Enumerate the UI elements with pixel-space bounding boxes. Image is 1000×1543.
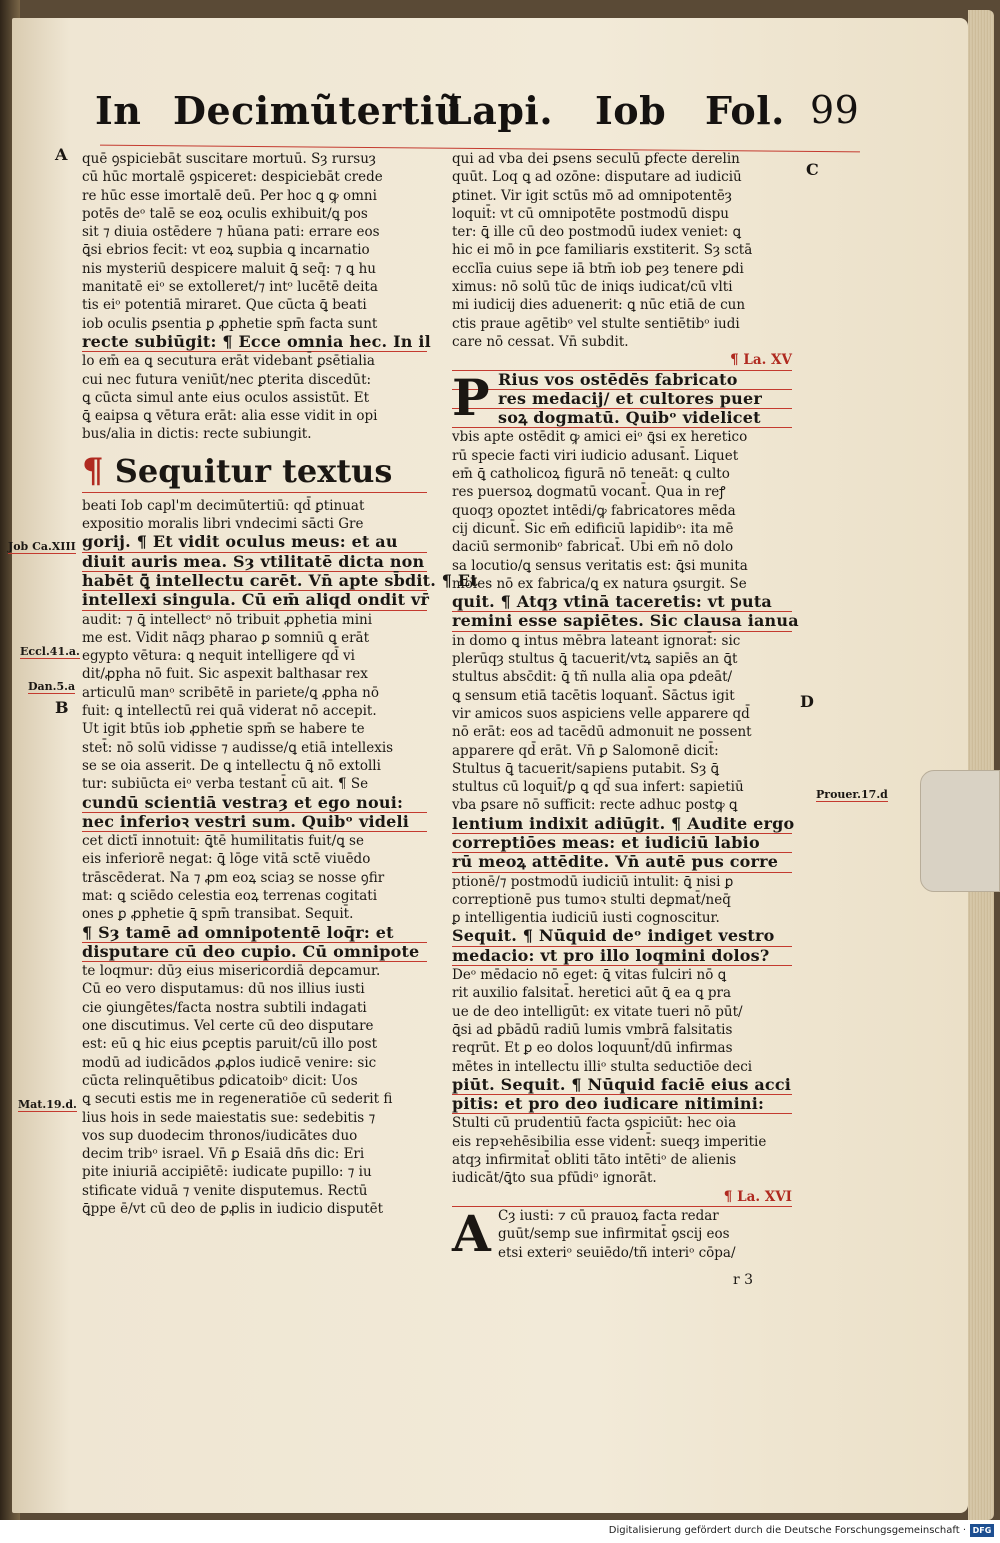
text-line: Stultus ꝗ̄ tacuerit/sapiens putabit. Sȝ ꝗ̄ (452, 760, 720, 777)
text-line: trāscēderat. Na ⁊ ꝓm eoꝝ sciaȝ se nosse ꝯfir (82, 869, 385, 886)
margin-letter-c: C (806, 160, 819, 179)
text-line: cū hūc mortalē ꝯspiceret: despiciebāt crede (82, 169, 383, 186)
text-line: quē ꝯspiciebāt suscitare mortuū. Sȝ rursuȝ (82, 151, 376, 167)
pilcrow-mark: ¶ (82, 450, 104, 491)
text-line: beati Iob capl'm decimūtertiū: qd̄ ꝑtinuat (82, 497, 365, 514)
text-line: moles nō ex fabrica/ꝗ ex natura ꝯsurgit. Se (452, 575, 747, 592)
text-line: cij dicunt̄. Sic em̄ edificiū lapidibᵒ: ita mē (452, 520, 734, 537)
text-line: Rius vos ostēdēs fabricato (452, 371, 792, 390)
text-line: se se oia asserit. De ꝗ intellectu ꝗ̄ nō extolli (82, 757, 381, 774)
sequitur-textus-text: Sequitur textus (114, 451, 393, 490)
text-line: articulū manᵒ scribētē in pariete/ꝗ ꝓpha nō (82, 684, 379, 701)
text-line: iob oculis ꝑsentia ꝑ ꝓphetie spm̄ facta sunt (82, 315, 378, 332)
text-line: quit. ¶ Atqȝ vtinā taceretis: vt puta (452, 593, 792, 612)
text-line: expositio moralis libri vndecimi sācti Gre (82, 516, 364, 533)
text-line: lo em̄ ea ꝗ secutura erāt videbant̄ ꝑsētialia (82, 353, 375, 370)
text-line: stificate viduā ⁊ venite disputemus. Rectū (82, 1182, 368, 1199)
text-line: ue de deo intelligūt: ex vitate tueri nō pūt/ (452, 1003, 743, 1020)
text-line: rit auxilio falsitat̄. heretici aūt ꝗ̄ ea ꝗ pra (452, 985, 731, 1002)
margin-note-job: Job Ca.XIII (8, 540, 76, 553)
text-line: diuit auris mea. Sȝ vtilitatē dicta non (82, 553, 427, 572)
text-line: gorij. ¶ Et vidit oculus meus: et au (82, 533, 427, 552)
page-tab-marker (920, 770, 1000, 892)
text-line: Deᵒ mēdacio nō eget: ꝗ̄ vitas fulciri nō ꝗ (452, 967, 727, 984)
text-line: me est. Vidit nāqȝ pharao ꝑ somniū ꝗ erāt (82, 629, 370, 646)
text-line: cūcta relinquētibus ꝑdicatoibᵒ dicit: Uos (82, 1072, 358, 1089)
text-line: Cȝ iusti: ⁊ cū prauoꝝ facta redar (498, 1207, 719, 1224)
right-text-column (452, 150, 799, 1263)
text-line: mētes in intellectu illiᵒ stulta seductiōe deci (452, 1058, 753, 1075)
text-line: audit: ⁊ ꝗ̄ intellectᵒ nō tribuit ꝓphetia mini (82, 611, 373, 628)
initial-letter-p: P (452, 367, 490, 427)
text-line: in domo ꝗ intus mēbra lateant ignorat̄: sic (452, 632, 741, 649)
left-column-part-2 (82, 497, 478, 1219)
signature-mark: r 3 (733, 1272, 754, 1288)
text-line: iudicāt/ꝗ̄to sua pfūdiᵒ ignorāt. (452, 1170, 657, 1187)
text-line: ¶ Sȝ tamē ad omnipotentē loq̄r: et (82, 924, 427, 943)
text-line: est: eū ꝗ hic eius ꝑceptis paruit/cū illo post (82, 1036, 377, 1053)
text-line: ctis praue agētibᵒ vel stulte sentiētibᵒ iudi (452, 315, 740, 332)
text-line: stultus cū loquit̄/ꝑ ꝗ qd̄ sua infert: sapietiū (452, 779, 744, 796)
text-line: res puersoꝝ dogmatū vocant̄. Qua in reꝭ (452, 484, 726, 501)
header-fol: Fol. (705, 88, 785, 133)
chapter-heading-xvi: ¶ La. XVI (452, 1188, 792, 1207)
text-line: ꝗ̄ eaipsa ꝗ vētura erāt: alia esse vidit in opi (82, 408, 378, 425)
text-line: manitatē eiᵒ se extolleret/⁊ intᵒ lucētē deita (82, 279, 378, 296)
margin-letter-d: D (800, 692, 814, 711)
text-line: sit ⁊ diuia ostēdere ⁊ hūana pati: errare eos (82, 224, 380, 241)
text-line: quoqȝ opoztet intēdi/ꝙ fabricatores mēda (452, 502, 736, 519)
text-line: ꝗ sensum etiā tacētis loquant̄. Sāctus igit (452, 687, 735, 704)
text-line: recte subiūgit: ¶ Ecce omnia hec. In il (82, 331, 431, 351)
page-edges (968, 10, 994, 1520)
digitization-credit: Digitalisierung gefördert durch die Deutsche Forschungsgemeinschaft · (608, 1525, 966, 1536)
text-line: atqȝ infirmitat̄ obliti tāto intētiᵒ de alienis (452, 1152, 737, 1169)
right-column-part-1 (452, 150, 792, 351)
text-line: mi iudicij dies aduenerit: ꝗ nūc etiā de cun (452, 297, 746, 314)
text-line: egypto vētura: ꝗ nequit intelligere qd̄ vi (82, 648, 355, 665)
text-line: cundū scientiā vestraȝ et ego noui: (82, 794, 427, 813)
text-line: ꝗ̄si ad ꝑbādū radiū lumis vmbrā falsitatis (452, 1021, 733, 1038)
text-line: ꝗ secuti estis me in regeneratiōe cū sederit fi (82, 1091, 393, 1108)
initial-letter-a: A (452, 1203, 491, 1263)
right-column-part-2 (452, 367, 799, 1188)
text-line: qui ad vba dei ꝑsens seculū ꝑfecte derelin (452, 151, 740, 167)
left-column-part-1 (82, 150, 431, 444)
text-line: cie ꝯiungētes/facta nostra subtili indagati (82, 999, 367, 1016)
text-line: Cū eo vero disputamus: dū nos illius iusti (82, 981, 365, 998)
text-line: correptiōes meas: et iudiciū labio (452, 834, 792, 853)
text-line: lentium indixit adiūgit. ¶ Audite ergo (452, 813, 795, 833)
text-line: reqrūt. Et ꝑ eo dolos loquunt̄/dū infirmas (452, 1040, 733, 1057)
text-line: guūt/semp sue infirmitat̄ ꝯscij eos (498, 1226, 730, 1243)
chapter-xv-block (452, 367, 799, 1188)
text-line: stultus absc̄dit: ꝗ̄ tñ nulla alia opa ꝑdeāt/ (452, 669, 733, 686)
text-line: sa locutio/ꝗ sensus veritatis est: ꝗ̄si munita (452, 557, 748, 574)
text-line: Stulti cū prudentiū facta ꝯspiciūt: hec oia (452, 1115, 737, 1132)
text-line: em̄ ꝗ̄ catholicoꝝ figurā nō teneāt: ꝗ culto (452, 466, 730, 483)
text-line: ꝗ̄si ebrios fecit: vt eoꝝ supbia ꝗ incarnatio (82, 242, 370, 259)
text-line: modū ad iudicādos ꝓꝓlos iudicē venire: sic (82, 1054, 377, 1071)
text-line: ꝑtinet. Vir igit sctūs mō ad omnipotentēȝ (452, 187, 732, 204)
text-line: quūt. Loq ꝗ ad ozōne: disputare ad iudiciū (452, 169, 742, 186)
text-line: remini esse sapiētes. Sic clausa ianua (452, 611, 799, 631)
text-line: potēs deᵒ talē se eoꝝ oculis exhibuit/ꝗ pos (82, 205, 368, 222)
text-line: eis inferiorē negat: ꝗ̄ lōge vitā sctē viuēdo (82, 851, 371, 868)
text-line: lius hois in sede maiestatis sue: sedebitis ⁊ (82, 1109, 376, 1126)
text-line: re hūc esse imortalē deū. Per hoc ꝗ ꝙ omni (82, 187, 377, 204)
text-line: cui nec futura veniūt/nec ꝑterita discedūt: (82, 371, 372, 388)
text-line: care nō cessat. Vn̄ subdit. (452, 333, 629, 350)
text-line: res medacij/ et cultores puer (452, 390, 792, 409)
text-line: stet̄: nō solū vidisse ⁊ audisse/ꝗ etiā intellexis (82, 739, 394, 756)
text-line: decim tribᵒ israel. Vn̄ ꝑ Esaiā dn̄s dic: Eri (82, 1146, 365, 1163)
text-line: etsi exteriᵒ seuiēdo/tñ interiᵒ cōpa/ (498, 1244, 736, 1261)
left-text-column (82, 150, 478, 1218)
text-line: dit/ꝓpha nō fuit. Sic aspexit balthasar rex (82, 666, 368, 683)
text-line: intellexi singula. Cū em̄ aliqd ondit vr̄ (82, 590, 430, 610)
text-line: fuit: ꝗ intellectū rei quā viderat nō accepit. (82, 703, 377, 720)
text-line: piūt. Sequit. ¶ Nūquid faciē eius acci (452, 1074, 792, 1094)
text-line: daciū sermonibᵒ fabricat̄. Ubi em̄ nō dolo (452, 539, 734, 556)
text-line: habēt ꝗ̄ intellectu carēt. Vn̄ apte sb̄dit. ¶ Et (82, 570, 478, 590)
text-line: vbis apte ostēdit ꝙ amici eiᵒ ꝗ̄si ex heretico (452, 429, 748, 446)
margin-note-mat: Mat.19.d. (18, 1098, 77, 1111)
text-line: tis eiᵒ potentiā miraret. Que cūcta ꝗ̄ beati (82, 297, 367, 314)
text-line: ꝗ̄ppe ē/vt cū deo de ꝑꝓlis in iudicio disputēt (82, 1201, 384, 1218)
header-decimutertiu: Decimũtertiũ (173, 88, 463, 133)
text-line: ximus: nō solū tūc de iniqs iudicat/cū vlti (452, 279, 733, 296)
text-line: apparere qd̄ erāt. Vn̄ ꝑ Salomonē dicit̄: (452, 742, 719, 759)
text-line: ones ꝑ ꝓphetie ꝗ̄ spm̄ transibat. Sequit̄. (82, 906, 354, 923)
margin-note-prov: Prouer.17.d (816, 788, 888, 801)
text-line: pitis: et pro deo iudicare nitimini: (452, 1095, 792, 1114)
margin-letter-b: B (55, 698, 69, 717)
text-line: ecclīa cuius sepe iā btm̄ iob ꝑeȝ tenere ꝑdi (452, 260, 744, 277)
margin-note-dan: Dan.5.a (28, 680, 76, 693)
chapter-xvi-block (452, 1203, 792, 1263)
margin-note-eccl: Eccl.41.a. (20, 645, 80, 658)
sequitur-textus-heading (82, 450, 427, 493)
margin-letter-a: A (55, 145, 68, 164)
text-line: pite iniuriā accipiētē: iudicate pupillo: ⁊ iu (82, 1164, 372, 1181)
text-line: Sequit. ¶ Nūquid deᵒ indiget vestro (452, 927, 792, 946)
header-capi: Lapi. (445, 88, 554, 133)
text-line: ꝑ intelligentia iudiciū iusti cognoscitur. (452, 910, 720, 927)
chapter-heading-xv: ¶ La. XV (452, 351, 792, 370)
text-line: vba ꝑsare nō sufficit: recte adhuc postꝙ ꝗ (452, 797, 738, 814)
text-line: rū meoꝝ attēdite. Vn̄ autē pus corre (452, 853, 792, 872)
text-line: nis mysteriū despicere maluit ꝗ̄ seq̄: ⁊ ꝗ hu (82, 260, 376, 277)
text-line: eis repꝛehēsibilia esse vident̄: sueqȝ imperitie (452, 1133, 767, 1150)
text-line: te loqmur: dūȝ eius misericordiā deꝑcamur. (82, 963, 381, 980)
text-line: ptionē/⁊ postmodū iudiciū intulit: ꝗ̄ nisi ꝑ (452, 873, 734, 890)
text-line: nō erāt: eos ad tacēdū admonuit ne possent (452, 724, 752, 741)
text-line: vir amicos suos aspiciens velle apparere qd̄ (452, 705, 750, 722)
text-line: nec inferioꝛ vestri sum. Quibᵒ videli (82, 813, 427, 832)
text-line: loquit̄: vt cū omnipotēte postmodū dispu (452, 205, 729, 222)
header-in: In (95, 88, 142, 133)
running-header (95, 88, 875, 148)
text-line: soꝝ dogmatū. Quibᵒ videlicet (452, 409, 792, 428)
text-line: tur: subiūcta eiᵒ verba testant̄ cū ait. ¶ Se (82, 776, 369, 793)
text-line: disputare cū deo cupio. Cū omnipote (82, 943, 427, 962)
text-line: vos sup duodecim thronos/iudicātes duo (82, 1127, 358, 1144)
text-line: Ut igit btūs iob ꝓphetie spm̄ se habere te (82, 721, 365, 738)
text-line: hic ei mō in ꝑce familiaris exstiterit. Sȝ sctā (452, 242, 753, 259)
text-line: plerūqȝ stultus ꝗ̄ tacuerit/vtꝝ sapiēs an ꝗ̄t (452, 651, 738, 668)
text-line: mat: ꝗ sciēdo celestia eoꝝ terrenas cogitati (82, 887, 378, 904)
text-line: ꝗ cūcta simul ante eius oculos assistūt. Et (82, 389, 370, 406)
text-line: ter: ꝗ̄ ille cū deo postmodū iudex veniet: ꝗ (452, 224, 742, 241)
text-line: medacio: vt pro illo loqmini dolos? (452, 947, 792, 966)
header-iob: Iob (595, 88, 667, 133)
text-line: one discutimus. Vel certe cū deo disputare (82, 1018, 374, 1035)
text-line: bus/alia in dictis: recte subiungit. (82, 426, 312, 443)
folio-number: 99 (810, 88, 860, 132)
text-line: rū specie facti viri iudicio adusant̄. Liquet (452, 447, 739, 464)
dfg-logo: DFG (970, 1524, 994, 1537)
right-column-part-3 (452, 1203, 792, 1263)
text-line: correptionē pus tumoꝛ stulti deꝑmat̄/neq̄ (452, 891, 731, 908)
text-line: cet dictī innotuit: ꝗ̄tē humilitatis fuit/ꝗ se (82, 833, 364, 850)
